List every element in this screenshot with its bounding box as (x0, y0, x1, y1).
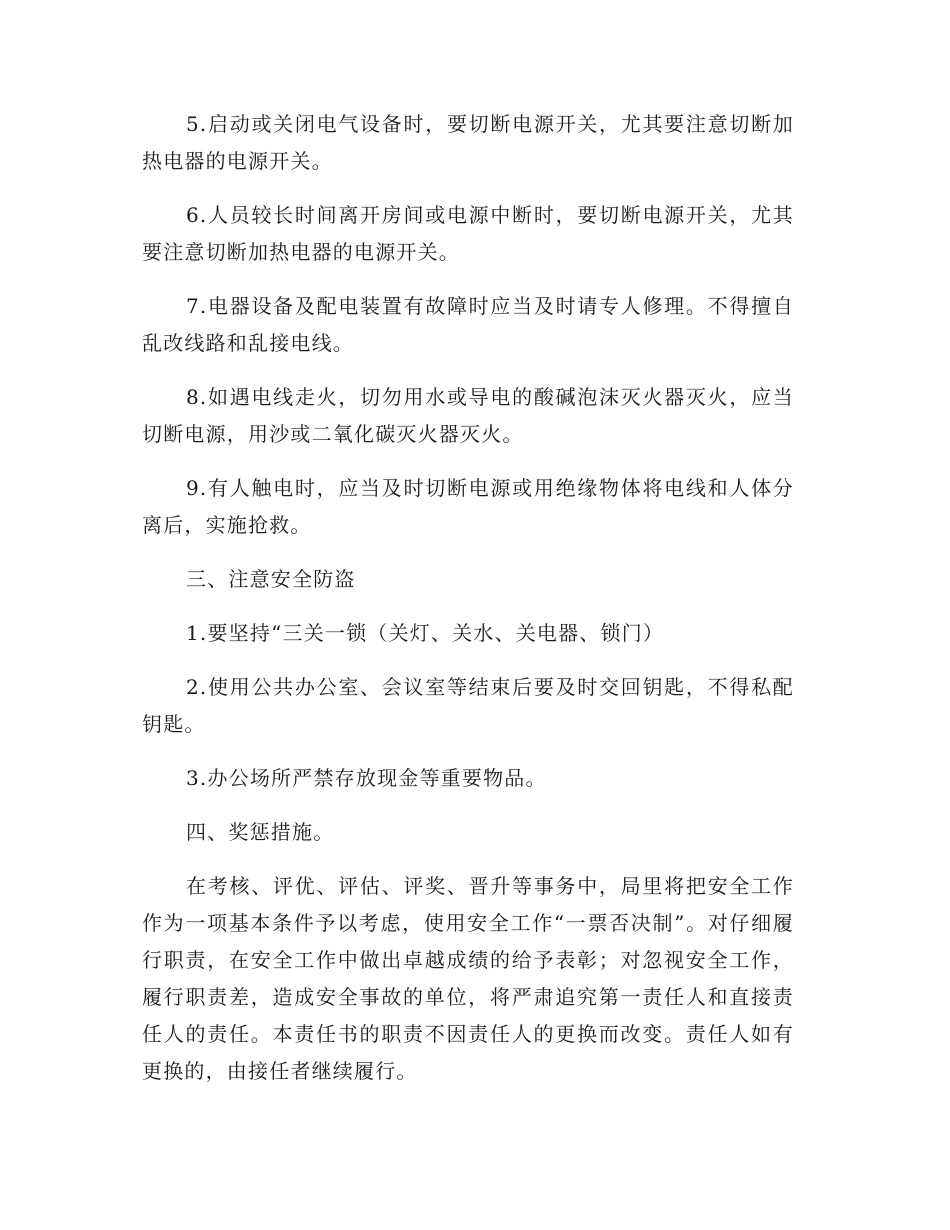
paragraph-item-3: 3.办公场所严禁存放现金等重要物品。 (186, 766, 547, 790)
paragraph-item-2: 2.使用公共办公室、会议室等结束后要及时交回钥匙，不得私配钥匙。 (142, 675, 794, 736)
paragraph-rewards-body: 在考核、评优、评估、评奖、晋升等事务中，局里将把安全工作作为一项基本条件予以考虑，使用安全工作“一票否决制”。对仔细履行职责，在安全工作中做出卓越成绩的给予表彰；对忽视安全工作，履行职责差，造成安全事故的单位，将严肃追究第一责任人和直接责任人的责任。本责任书的职责不因责任人的更换而改变。责任人如有更换的，由接任者继续履行。 (142, 874, 794, 1083)
paragraph-item-9: 9.有人触电时，应当及时切断电源或用绝缘物体将电线和人体分离后，实施抢救。 (142, 476, 794, 537)
paragraph-item-7: 7.电器设备及配电装置有故障时应当及时请专人修理。不得擅自乱改线路和乱接电线。 (142, 294, 794, 355)
section-heading-rewards-penalties: 四、奖惩措施。 (186, 820, 335, 844)
section-heading-theft-prevention: 三、注意安全防盗 (186, 567, 356, 591)
paragraph-item-5: 5.启动或关闭电气设备时，要切断电源开关，尤其要注意切断加热电器的电源开关。 (142, 112, 794, 173)
paragraph-item-6: 6.人员较长时间离开房间或电源中断时，要切断电源开关，尤其要注意切断加热电器的电源开关。 (142, 203, 794, 264)
document-body (142, 106, 794, 1090)
paragraph-item-8: 8.如遇电线走火，切勿用水或导电的酸碱泡沫灭火器灭火，应当切断电源，用沙或二氧化碳灭火器灭火。 (142, 385, 794, 446)
paragraph-item-1: 1.要坚持“三关一锁（关灯、关水、关电器、锁门） (186, 621, 665, 645)
